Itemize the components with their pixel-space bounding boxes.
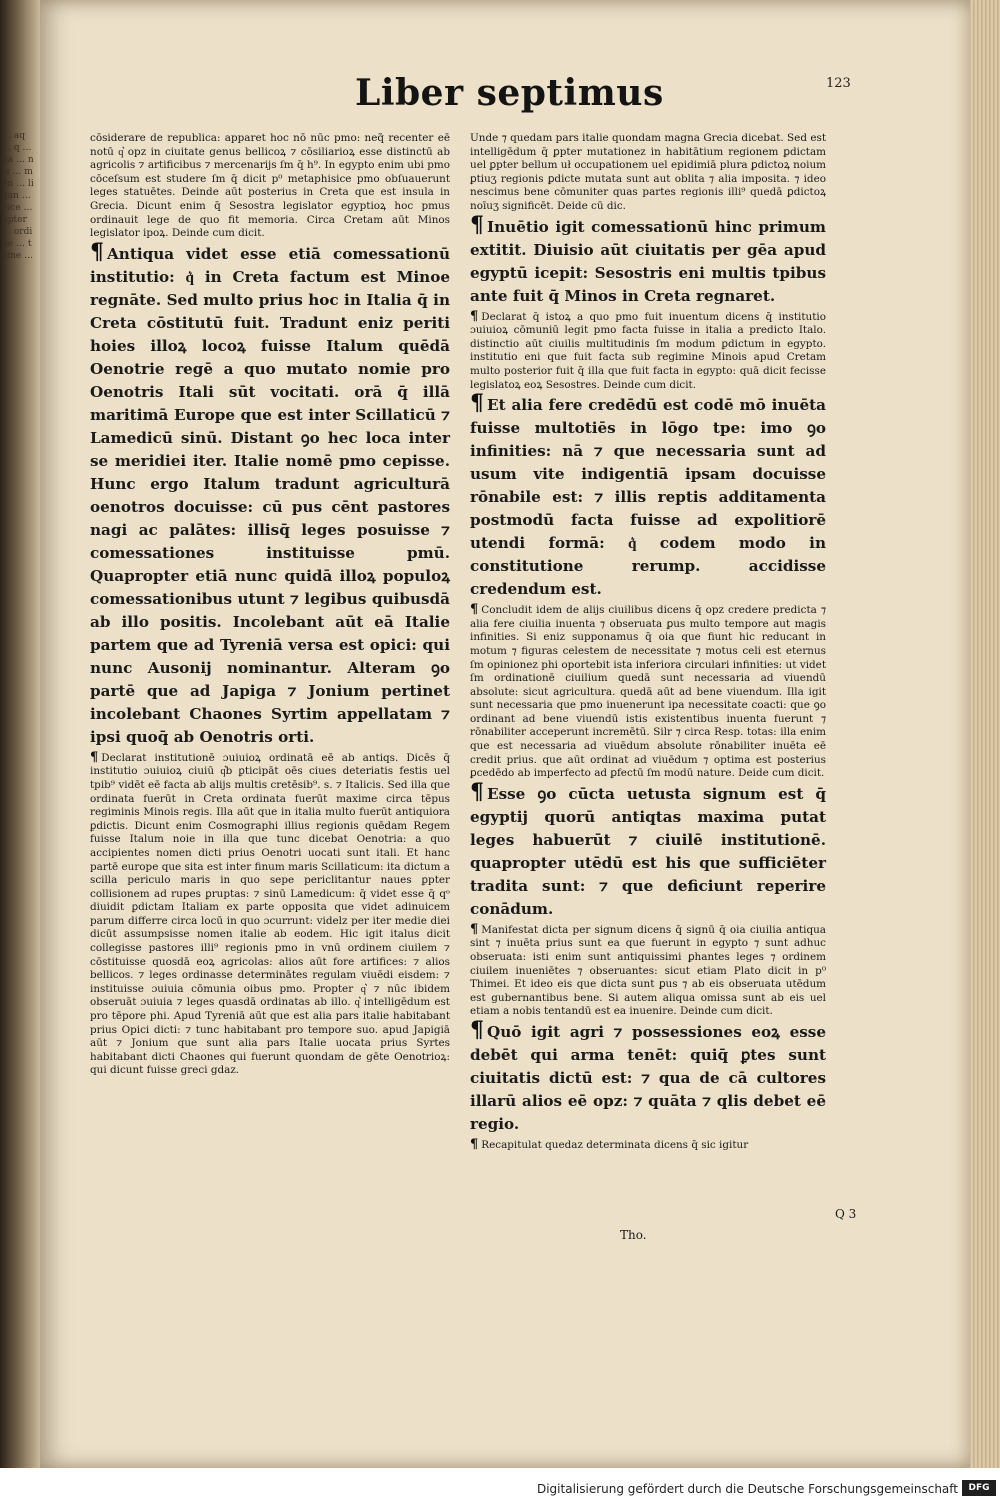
paragraph-text: Inuētio igit comessationū hinc primum extitit. Diuisio aūt ciuitatis per gēa apud egyptū icepit: Sesostris eni multis tpibus ante fuit q̄ Minos in Creta regnaret.: [470, 217, 826, 305]
pilcrow-icon: ¶: [470, 390, 484, 417]
paragraph-text: Et alia fere credēdū est codē mō inuēta fuisse multotiēs in lōgo tpe: imo ꝯo infinities: nā ⁊ que necessaria sunt ad usum vite indigentiā ipsam docuisse rōnabile est: ⁊ illis reptis additamenta postmodū facta fuisse ad expolitiorē utendi formā: q͛ codem modo in constitutione rerump. accidisse credendum est.: [470, 396, 826, 599]
paragraph-text: Antiqua videt esse etiā comessationū institutio: q͛ in Creta factum est Minoe regnāte. Sed multo prius hoc in Italia q̄ in Creta cōstitutū fuit. Tradunt eniz periti hoies illoꝝ locoꝝ fuisse Italum quēdā Oenotrie regē a quo mutato nomie pro Oenotris Itali sūt vocitati. orā q̄ illā maritimā Europe que est inter Scillaticū ⁊ Lamedicū sinū. Distant ꝯo hec loca inter se meridiei iter. Italie nomē pmo cepisse. Hunc ergo Italum tradunt agriculturā oenotros docuisse: cū pus cēnt pastores nagi ac palātes: illisq̄ leges posuisse ⁊ comessationes instituisse pmū. Quapropter etiā nunc quidā illoꝝ populoꝝ comessationibus utunt ⁊ legibus quibusdā ab illo positis. Incolebant aūt eā Italie partem que ad Tyreniā versa est opici: qui nunc Ausonij nominantur. Alteram ꝯo partē que ad Japiga ⁊ Jonium pertinet incolebant Chaones Syrtim appellatam ⁊ ipsi quoq̄ ab Oenotris orti.: [90, 244, 450, 746]
lemma-paragraph: [90, 238, 450, 749]
commentary-paragraph: [470, 310, 826, 393]
catchword: Tho.: [620, 1228, 647, 1242]
dfg-logo-icon: DFG: [962, 1480, 996, 1496]
commentary-paragraph: [470, 923, 826, 1019]
lemma-paragraph: [470, 211, 826, 308]
commentary-paragraph: [470, 1138, 826, 1153]
folio-number: 123: [826, 76, 851, 91]
paragraph-text: Manifestat dicta per signum dicens q̄ signū q̄ oia ciuilia antiqua sint ⁊ inuēta prius sunt ea que fuerunt in egypto ⁊ sunt adhuc obseruata: isti enim sunt antiquissimi ꝑhantes leges ⁊ ordinem ciuilem inueniētes ⁊ obseruantes: sicut etiam Plato dicit in p⁰ Thimei. Et ideo eis que dicta sunt ꝑus ⁊ ab eis obseruata utēdum est gubernantibus bene. Si autem aliqua omissa sunt ab eis uel etiam a nobis tentandū est ea inuenire. Deinde cum dicit.: [470, 923, 826, 1018]
paragraph-text: Quō igit agri ⁊ possessiones eoꝝ esse debēt qui arma tenēt: quiq̄ ꝑtes sunt ciuitatis dictū est: ⁊ qua de cā cultores illarū alios eē opz: ⁊ quāta ⁊ qlis debet eē regio.: [470, 1023, 826, 1133]
digitization-footer: [0, 1468, 1000, 1508]
paragraph-text: cōsiderare de republica: apparet hoc nō nūc pmo: neq̃ recenter eē notū q͛ opz in ciuitate genus bellicoꝝ ⁊ cōsiliarioꝝ esse distinctū ab agricolis ⁊ artificibus ⁊ mercenarijs ſm q̄ h⁹. In egypto enim ubi pmo cōceſsum est studere ſm q̄ dicit p⁰ metaphisice pmo obſuauerunt leges statuētes. Deinde aūt posterius in Creta que est insula in Grecia. Dicunt enim q̄ Sesostra legislator egyptioꝝ hoc pmus ordinauit lege de quo fit memoria. Circa Cretam aūt Minos legislator ipoꝝ. Deinde cum dicit.: [90, 132, 450, 240]
paragraph-text: Concludit idem de alijs ciuilibus dicens q̄ opz credere predicta ⁊ alia fere ciuilia inuenta ⁊ obseruata ꝑus multo tempore aut magis infinities. Si eniz supponamus q̄ oia que fiunt hic reducant in motum ⁊ figuras celestem de necessitate ⁊ motus celi est eternus ſm opinionez phi oportebit ista inferiora circulari infinities: ut videt ſm ordinationē ciuilium quedā sunt necessaria ad viuendū absolute: sicut agricultura. quedā aūt ad bene viuendum. Illa igit sunt necessaria que pmo inuenerunt ipa necessitate coacti: que ꝯo ordinant ad bene viuendū istis existentibus inuenta fuerunt ⁊ rōnabiliter acceperunt incremētū. Silr ⁊ circa Resp. totas: illa enim que est necessaria ad viuēdum absolute rōnabiliter inuēta eē credit prius. que aūt ordinat ad viuēdum ⁊ optima est posterius ꝑcedēdo ab imperfecto ad ꝑfectū ſm modū nature. Deide cum dicit.: [470, 604, 826, 780]
book-spine-margin: [0, 0, 40, 1508]
pilcrow-icon: ¶: [470, 778, 484, 805]
signature-mark: Q 3: [835, 1207, 857, 1221]
pilcrow-icon: ¶: [470, 211, 484, 238]
pilcrow-icon: ¶: [90, 749, 99, 765]
commentary-paragraph: [90, 751, 450, 1078]
pilcrow-icon: ¶: [470, 602, 479, 618]
page-edge: [970, 0, 1000, 1468]
lemma-paragraph: [470, 778, 826, 921]
pilcrow-icon: ¶: [90, 238, 104, 265]
commentary-paragraph: [470, 603, 826, 781]
commentary-paragraph: [90, 132, 450, 241]
paragraph-text: Declarat q̄ istoꝝ a quo pmo fuit inuentum dicens q̄ institutio ɔuiuioꝝ cōmuniū legit pmo facta fuisse in italia a predicto Italo. distinctio aūt ciuilis multitudinis ſm modum ꝑdictum in egypto. institutio eni que fuit facta sub regimine Minois apud Cretam multo posterior fuit q̄ illa que fuit facta in egypto: quā dicit fecisse legislatoꝝ eoꝝ Sesostres. Deinde cum dicit.: [470, 310, 826, 391]
paragraph-text: Unde ⁊ quedam pars italie quondam magna Grecia dicebat. Sed est intelligēdum q̄ ꝑpter mutationez in habitātium regionem ꝑdictam uel ꝑpter bellum uł occupationem uel epidimiā plura ꝑdictoꝝ noium ꝑtiuʒ regionis ꝑdicte mutata sunt aut oblita ⁊ alia imposita. ⁊ ideo nescimus bene cōmuniter quas partes regionis illi⁹ quedā ꝑdictoꝝ noīuʒ significēt. Deide cū dic.: [470, 132, 826, 212]
funding-credit: Digitalisierung gefördert durch die Deutsche Forschungsgemeinschaft: [536, 1482, 958, 1496]
lemma-paragraph: [470, 1017, 826, 1136]
running-title: Liber septimus: [355, 72, 664, 114]
pilcrow-icon: ¶: [470, 1137, 479, 1152]
paragraph-text: Recapitulat quedaz determinata dicens q̄ sic igitur: [481, 1139, 749, 1151]
left-text-column: [90, 132, 450, 1080]
right-text-column: [470, 132, 826, 1155]
lemma-paragraph: [470, 390, 826, 601]
paragraph-text: Esse ꝯo cūcta uetusta signum est q̄ egyptij quorū antiqtas maxima putat leges habuerūt ⁊ ciuilē institutionē. quapropter utēdū est his que sufficiēter tradita sunt: ⁊ que deficiunt reperire conādum.: [470, 784, 826, 918]
pilcrow-icon: ¶: [470, 1017, 484, 1043]
commentary-paragraph: [470, 132, 826, 214]
adjacent-page-text: … aq … q … na … nis … mon … ligan … oice … ppter … ordine … tame …: [2, 131, 34, 261]
paragraph-text: Declarat institutionē ɔuiuioꝝ ordinatā eē ab antiqs. Dicēs q̄ institutio ɔuiuioꝝ ciuiū q͛b ꝑticipāt oēs ciues deteriatis festis uel tpib⁹ vidēt eē facta ab alijs multis cretēsib⁹. s. ⁊ Italicis. Sed illa que ordinata fuerūt in Creta ordinata fuerūt maxime circa tēpus regiminis Minois regis. Illa aūt que in italia multo fuerūt antiquiora ꝑdictis. Dicunt enim Cosmographi illius regionis quēdam Regem fuisse Italum noie in illa que tunc dicebat Oenotria: a quo accipientes nomen dicti prius Oenotri uocati sunt itali. Et hanc partē europe que sita est inter finum maris Scillaticum: ita dictum a scilla periculo maris in quo sepe periclitantur naues ꝑpter collisionem ad rupes ꝑruptas: ⁊ sinū Lamedicum: q̄ videt esse q̄ qᵒ diuidit ꝑdictam Italiam ex parte opposita que videt adinuicem parum differre circa locū in quo ɔcurrunt: videlz per iter medie diei dicūt assumpsisse nomen italie ab eodem. Hic igit italus dicit collegisse pastores illi⁹ regionis pmo in vnū ordinem ciuilem ⁊ cōstituisse quosdā eoꝝ agricolas: alios aūt fore artifices: ⁊ alios bellicos. ⁊ leges ordinasse determinātes regulam viuēdi eisdem: ⁊ instituisse ɔuiuia cōmunia oibus pmo. Propter q͛ ⁊ nūc ibidem obseruāt ɔuiuia ⁊ leges quasdā ordinatas ab illo. q͛ intelligēdum est pro tēpore phi. Apud Tyreniā aūt que est alia pars italie habitabant prius Opici dicti: ⁊ tunc habitabant pro tempore suo. apud Japigiā aūt ⁊ Jonium que sunt alia pars Italie uocata prius Syrtes habitabant dicti Chaones qui fuerunt quondam de gēte Oenotrioꝝ: qui dicunt fuisse greci gdaz.: [90, 751, 450, 1077]
pilcrow-icon: ¶: [470, 308, 479, 324]
pilcrow-icon: ¶: [470, 921, 479, 937]
